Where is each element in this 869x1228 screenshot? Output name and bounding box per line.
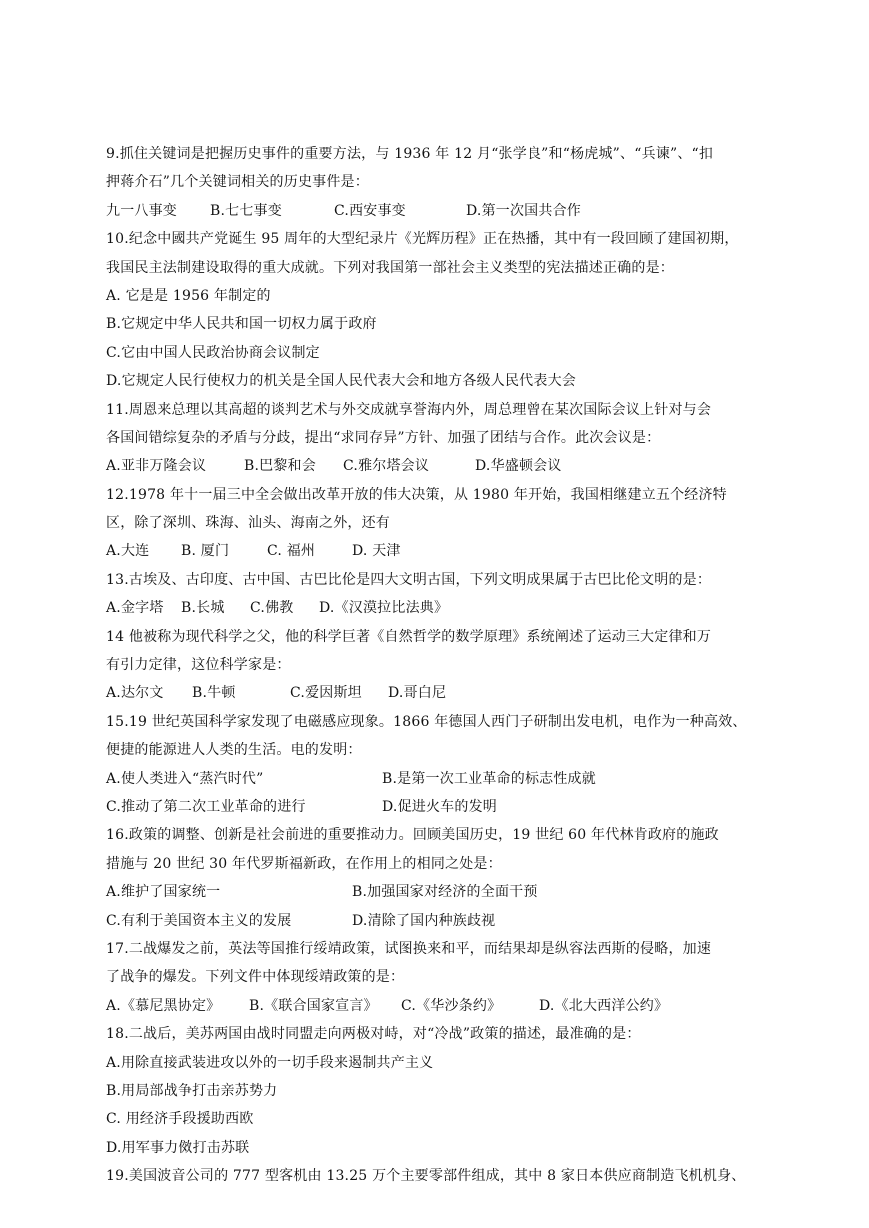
q18-option-a: A.用除直接武装进攻以外的一切手段来遏制共产主义 (106, 1054, 434, 1071)
q12-option-d: D. 天津 (352, 543, 401, 560)
q14-option-a: A.达尔文 (106, 685, 164, 702)
q15-option-a: A.使人类进入“蒸汽时代” (106, 770, 264, 787)
q9-stem-line1: 9.抓住关键词是把握历史事件的重要方法，与 1936 年 12 月“张学良”和“杨虎城”、“兵谏”、“扣 (106, 146, 714, 162)
q11-option-a: A.亚非万隆会议 (106, 458, 207, 475)
q18-stem-line1: 18.二战后，美苏两国由战时同盟走向两极对峙，对“冷战”政策的描述，最准确的是： (106, 1026, 641, 1043)
q13-option-c: C.佛教 (250, 600, 294, 617)
q17-option-b: B.《联合国家宣言》 (249, 997, 378, 1014)
q12-option-a: A.大连 (106, 543, 150, 560)
q10-stem-line2: 我国民主法制建设取得的重大成就。下列对我国第一部社会主义类型的宪法描述正确的是： (106, 259, 674, 276)
q9-option-d: D.第一次国共合作 (466, 202, 581, 219)
q15-stem-line1: 15.19 世纪英国科学家发现了电磁感应现象。1866 年德国人西门子研制出发电机，电作为一种高效、 (106, 713, 747, 730)
q13-option-a: A.金字塔 (106, 600, 164, 617)
q16-stem-line2: 措施与 20 世纪 30 年代罗斯福新政，在作用上的相同之处是： (106, 855, 502, 872)
q10-option-d: D.它规定人民行使权力的机关是全国人民代表大会和地方各级人民代表大会 (106, 373, 576, 390)
q17-option-c: C.《华沙条约》 (401, 997, 502, 1014)
q11-option-c: C.雅尔塔会议 (343, 458, 430, 475)
q13-options (106, 594, 766, 622)
q13-option-d: D.《汉漠拉比法典》 (319, 600, 449, 617)
q19-stem-line1: 19.美国波音公司的 777 型客机由 13.25 万个主要零部件组成，其中 8 家日本供应商制造飞机机身、 (106, 1168, 746, 1185)
q10-option-a: A. 它是是 1956 年制定的 (106, 287, 271, 304)
q13-stem-line1: 13.古埃及、古印度、古中国、古巴比伦是四大文明古国，下列文明成果属于古巴比伦文明的是： (106, 571, 712, 588)
q14-option-d: D.哥白尼 (388, 685, 447, 702)
q9-option-c: C.西安事变 (334, 202, 406, 219)
q12-option-c: C. 福州 (267, 543, 316, 560)
q15-stem-line2: 便捷的能源进人人类的生活。电的发明： (106, 742, 362, 759)
q9-option-b: B.七七事变 (210, 202, 282, 219)
q14-options (106, 679, 766, 707)
q15-options-row1 (106, 765, 766, 793)
q16-options-row1 (106, 878, 766, 906)
q12-options (106, 537, 766, 565)
q11-stem-line2: 各国间错综复杂的矛盾与分歧，提出“求同存异”方针、加强了团结与合作。此次会议是： (106, 429, 661, 446)
q15-option-c: C.推动了第二次工业革命的进行 (106, 798, 306, 815)
q11-stem-line1: 11.周恩来总理以其高超的谈判艺术与外交成就享誉海内外，周总理曾在某次国际会议上针对与会 (106, 401, 712, 418)
q12-option-b: B. 厦门 (181, 543, 230, 560)
q16-options-row2 (106, 907, 766, 935)
q9-options (106, 197, 766, 225)
q17-option-a: A.《慕尼黑协定》 (106, 997, 221, 1014)
q17-stem-line2: 了战争的爆发。下列文件中体现绥靖政策的是： (106, 969, 405, 986)
q10-stem-line1: 10.纪念中國共产党诞生 95 周年的大型纪录片《光辉历程》正在热播，其中有一段回顾了建国初期， (106, 231, 739, 248)
q16-option-a: A.维护了国家统一 (106, 884, 221, 901)
q17-options (106, 992, 766, 1020)
q10-option-b: B.它规定中华人民共和国一切权力属于政府 (106, 316, 377, 333)
q12-stem-line2: 区，除了深圳、珠海、汕头、海南之外，还有 (106, 515, 390, 532)
q17-option-d: D.《北大西洋公约》 (539, 997, 669, 1014)
q15-option-d: D.促进火车的发明 (382, 798, 497, 815)
q16-option-d: D.清除了国内种族歧视 (352, 912, 496, 929)
q16-stem-line1: 16.政策的调整、创新是社会前进的重要推动力。回顾美国历史，19 世纪 60 年代林肯政府的施政 (106, 827, 719, 844)
q14-stem-line1: 14 他被称为现代科学之父，他的科学巨著《自然哲学的数学原理》系统阐述了运动三大定律和万 (106, 628, 712, 645)
q11-option-b: B.巴黎和会 (244, 458, 316, 475)
q11-options (106, 452, 766, 480)
q14-option-c: C.爱因斯坦 (290, 685, 362, 702)
q14-option-b: B.牛顿 (192, 685, 236, 702)
q16-option-b: B.加强国家对经济的全面干预 (352, 884, 538, 901)
q18-option-b: B.用局部战争打击亲苏势力 (106, 1082, 278, 1099)
q18-option-d: D.用军事力傚打击苏联 (106, 1139, 250, 1156)
q17-stem-line1: 17.二战爆发之前，英法等国推行绥靖政策，试图换来和平，而结果却是纵容法西斯的侵略，加速 (106, 940, 712, 957)
q11-option-d: D.华盛顿会议 (475, 458, 562, 475)
q12-stem-line1: 12.1978 年十一届三中全会做出改革开放的伟大决策，从 1980 年开始，我国相继建立五个经济特 (106, 486, 727, 503)
exam-page (106, 140, 766, 1190)
q10-option-c: C.它由中国人民政治协商会议制定 (106, 344, 320, 361)
q15-option-b: B.是第一次工业革命的标志性成就 (382, 770, 596, 787)
q14-stem-line2: 有引力定律，这位科学家是： (106, 657, 291, 674)
q15-options-row2 (106, 793, 766, 821)
q9-option-a: 九一八事变 (106, 202, 177, 219)
q16-option-c: C.有利于美国资本主义的发展 (106, 912, 292, 929)
q9-stem-line2: 押蒋介石”几个关键词相关的历史事件是： (106, 174, 369, 191)
q13-option-b: B.长城 (181, 600, 225, 617)
q18-option-c: C. 用经济手段援助西欧 (106, 1111, 254, 1128)
